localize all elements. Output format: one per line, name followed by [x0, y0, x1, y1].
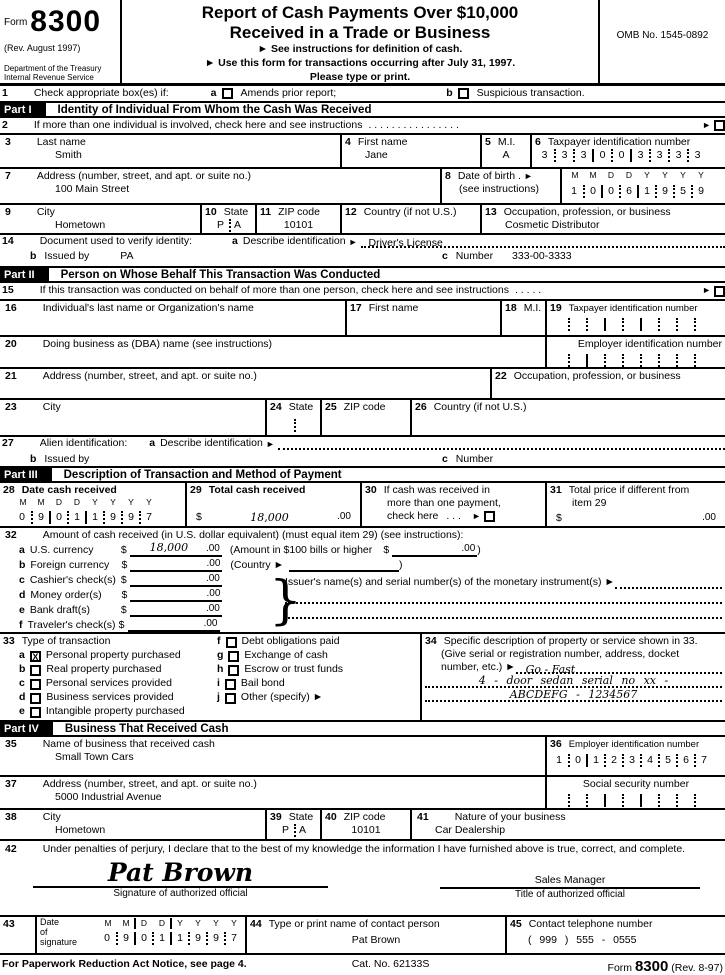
row-address-part2: [0, 369, 725, 400]
arrow-icon: ►: [702, 119, 711, 130]
line43-label1: Date: [40, 917, 60, 927]
line14b-letter: b: [30, 250, 37, 263]
dollar-sign: $: [120, 604, 127, 616]
line33a-letter: a: [19, 649, 25, 662]
line15-dot-leader: . . . . .: [514, 284, 542, 297]
row-transaction-type: [0, 634, 725, 722]
row-city-individual: [0, 205, 725, 235]
line36-label: Employer identification number: [568, 739, 700, 750]
line32b-extra: (Country ►: [230, 559, 284, 571]
dept-irs: Internal Revenue Service: [4, 73, 94, 83]
line3-num: 3: [5, 136, 11, 148]
line32a-letter: a: [19, 544, 25, 556]
dollar-sign: $: [120, 544, 127, 556]
line13-label: Occupation, profession, or business: [503, 206, 671, 218]
checkbox-other-specify[interactable]: [225, 693, 236, 704]
dollar-sign: $: [556, 512, 562, 525]
line30-label1: If cash was received in: [383, 484, 490, 496]
field-issuer-serial-1[interactable]: [615, 578, 722, 589]
arrow-icon: ►: [348, 236, 358, 247]
checkbox-exchange-of-cash[interactable]: [228, 651, 239, 662]
checkbox-amends-prior-report[interactable]: [222, 88, 233, 99]
row-business-name: [0, 737, 725, 777]
line43-num: 43: [3, 918, 15, 930]
line32-issuer-label: Issuer's name(s) and serial number(s) of the monetary instrument(s) ►: [285, 576, 615, 588]
line43-label2: of: [40, 926, 48, 937]
line20-label: Doing business as (DBA) name (see instructions): [42, 338, 273, 350]
line27c-letter: c: [442, 453, 448, 466]
line34-label3: number, etc.) ►: [441, 661, 516, 674]
field-contact-phone[interactable]: ( 999 ) 555 - 0555: [528, 934, 637, 947]
line29-cents: .00: [337, 511, 351, 523]
form-footer: [0, 955, 725, 975]
line33e-letter: e: [19, 705, 25, 718]
line43-label3: signature: [40, 936, 78, 947]
line36-num: 36: [550, 738, 562, 750]
state-boxes-business[interactable]: P A: [270, 824, 317, 837]
line11-num: 11: [260, 206, 272, 218]
line37-ssn-label: Social security number: [582, 778, 690, 790]
line26-label: Country (if not U.S.): [433, 401, 527, 413]
row-business-city: [0, 810, 725, 841]
line45-label: Contact telephone number: [528, 918, 653, 930]
footer-form-id: Form 8300 (Rev. 8-97): [607, 958, 723, 975]
line28-label: Date cash received: [21, 484, 117, 496]
line27-label: Alien identification:: [39, 437, 128, 449]
line33g-label: Exchange of cash: [244, 649, 328, 662]
field-first-name[interactable]: Jane: [365, 149, 388, 162]
row-line27: [0, 437, 725, 468]
ein-boxes-part2[interactable]: [550, 354, 722, 367]
form-title-block: [120, 0, 600, 83]
line39-num: 39: [270, 811, 282, 823]
line33e-label: Intangible property purchased: [45, 705, 185, 718]
dollar-sign: $: [121, 559, 128, 571]
declaration-text: Under penalties of perjury, I declare that to the best of my knowledge the information I have furnished above is true, correct, and complete.: [42, 843, 686, 855]
dob-header: M M D D Y Y Y Y: [571, 170, 704, 180]
line10-num: 10: [205, 206, 217, 218]
field-address[interactable]: 100 Main Street: [55, 183, 130, 196]
line33b-letter: b: [19, 663, 26, 676]
form-title-line2: Received in a Trade or Business: [229, 22, 491, 42]
line13-num: 13: [485, 206, 497, 218]
part2-tag: Part II: [0, 268, 49, 281]
row-line14: [0, 235, 725, 268]
line34-label1: Specific description of property or service shown in 33.: [443, 635, 698, 647]
row-name: [0, 135, 725, 169]
form-id-block: [0, 0, 120, 83]
row-declaration: [0, 841, 725, 917]
brace-icon: }: [269, 571, 303, 632]
line44-num: 44: [250, 918, 262, 930]
line16-num: 16: [5, 302, 17, 314]
field-total-cash-received[interactable]: 18,000: [250, 511, 289, 525]
line22-label: Occupation, profession, or business: [513, 370, 681, 382]
line32a-extra: (Amount in $100 bills or higher: [229, 544, 373, 556]
checkbox-debt-obligations-paid[interactable]: [226, 637, 237, 648]
line32-label: Amount of cash received (in U.S. dollar equivalent) (must equal item 29) (see instructions):: [42, 529, 464, 541]
line20-ein-label: Employer identification number: [577, 338, 722, 350]
line23-label: City: [42, 401, 61, 413]
line33d-letter: d: [19, 691, 26, 704]
part4-title: Business That Received Cash: [64, 723, 229, 735]
line6-label: Taxpayer identification number: [547, 136, 691, 148]
line41-num: 41: [417, 811, 429, 823]
field-100-bills-amount[interactable]: .00: [392, 543, 477, 558]
field-city[interactable]: Hometown: [55, 219, 106, 232]
line1b-label: Suspicious transaction.: [476, 86, 585, 99]
line1b-letter: b: [446, 86, 453, 99]
line12-num: 12: [345, 206, 357, 218]
line1-label: Check appropriate box(es) if:: [33, 86, 169, 99]
line14b-label: Issued by: [44, 250, 90, 263]
part3-title: Description of Transaction and Method of Payment: [63, 469, 342, 481]
field-business-city[interactable]: Hometown: [55, 824, 106, 837]
line5-label: M.I.: [497, 136, 516, 148]
date-cash-received-boxes[interactable]: 0 9 0 1 1 9 9 7: [13, 511, 182, 524]
line27a-label: Describe identification: [160, 437, 263, 449]
omb-number: OMB No. 1545-0892: [616, 30, 709, 41]
line25-num: 25: [325, 401, 337, 413]
line32b-letter: b: [19, 559, 26, 571]
field-business-zip[interactable]: 10101: [351, 824, 381, 837]
line14c-letter: c: [442, 250, 448, 263]
line14c-label: Number: [455, 250, 494, 263]
line5-num: 5: [485, 136, 491, 148]
line11-label: ZIP code: [278, 206, 320, 218]
line33j-letter: j: [217, 691, 220, 704]
checkbox-real-property-purchased[interactable]: [30, 665, 41, 676]
line37-label: Address (number, street, and apt. or suite no.): [42, 778, 257, 790]
arrow-icon: ►: [523, 171, 533, 181]
line33f-letter: f: [217, 635, 221, 648]
line2-label: If more than one individual is involved, check here and see instructions: [33, 118, 363, 131]
line33h-letter: h: [217, 663, 224, 676]
line33-num: 33: [3, 635, 15, 648]
part1-tag: Part I: [0, 103, 46, 116]
line6-num: 6: [535, 136, 541, 148]
line32f-label: Traveler's check(s): [27, 619, 116, 631]
line33i-letter: i: [217, 677, 220, 690]
signature-label: Signature of authorized official: [113, 888, 248, 900]
part1-bar: [0, 103, 725, 118]
checkbox-personal-property-purchased[interactable]: X: [30, 651, 41, 662]
line4-label: First name: [357, 136, 408, 148]
field-business-address[interactable]: 5000 Industrial Avenue: [55, 791, 162, 804]
line34-label2: (Give serial or registration number, address, docket: [441, 648, 680, 661]
state-boxes-part2[interactable]: [270, 419, 317, 432]
line32b-label: Foreign currency: [30, 559, 110, 571]
line32-num: 32: [5, 529, 17, 541]
line30-label3: check here: [387, 510, 439, 523]
line30-num: 30: [365, 484, 377, 496]
line32e-letter: e: [19, 604, 25, 616]
field-foreign-currency[interactable]: .00: [130, 558, 222, 573]
dollar-sign: $: [121, 589, 128, 601]
catalog-number: Cat. No. 62133S: [351, 958, 430, 970]
line24-label: State: [288, 401, 314, 413]
part4-tag: Part IV: [0, 722, 53, 735]
field-last-name[interactable]: Smith: [55, 149, 82, 162]
field-middle-initial[interactable]: A: [502, 149, 510, 162]
checkbox-behalf-more-than-one[interactable]: [714, 286, 725, 297]
line33g-letter: g: [217, 649, 224, 662]
field-money-orders[interactable]: .00: [130, 588, 222, 603]
line24-num: 24: [270, 401, 282, 413]
line20-num: 20: [5, 338, 17, 350]
line18-num: 18: [505, 302, 517, 314]
line8-num: 8: [445, 170, 451, 182]
line33j-label: Other (specify) ►: [240, 691, 324, 704]
field-nature-of-business[interactable]: Car Dealership: [435, 824, 506, 837]
line18-label: M.I.: [523, 302, 542, 314]
signature-date-header: M M D D Y Y Y Y: [104, 918, 237, 928]
line38-label: City: [42, 811, 61, 823]
line10-label: State: [223, 206, 249, 218]
field-issuer-serial-3[interactable]: [285, 604, 722, 619]
line33i-label: Bail bond: [240, 677, 285, 690]
row-line32: [0, 528, 725, 634]
line34-num: 34: [425, 635, 437, 647]
field-signature[interactable]: Pat Brown: [107, 858, 254, 888]
part2-title: Person on Whose Behalf This Transaction Was Conducted: [60, 269, 381, 281]
form-subtitle-1: ► See instructions for definition of cash.: [257, 43, 463, 56]
ssn-boxes-business[interactable]: [550, 794, 722, 807]
checkbox-bail-bond[interactable]: [225, 679, 236, 690]
line12-label: Country (if not U.S.): [363, 206, 457, 218]
line7-num: 7: [5, 170, 11, 182]
line16-label: Individual's last name or Organization's name: [42, 302, 254, 314]
title-label: Title of authorized official: [514, 889, 626, 901]
row-transaction-summary: [0, 483, 725, 528]
checkbox-multiple-payments[interactable]: [484, 511, 495, 522]
row-line1: [0, 86, 725, 103]
line27-num: 27: [2, 437, 14, 449]
form-title-line1: Report of Cash Payments Over $10,000: [201, 3, 519, 22]
checkbox-personal-services-provided[interactable]: [30, 679, 41, 690]
checkbox-suspicious-transaction[interactable]: [458, 88, 469, 99]
line23-num: 23: [5, 401, 17, 413]
line8-label: Date of birth .: [457, 170, 521, 182]
line28-num: 28: [3, 484, 15, 496]
line44-label: Type or print name of contact person: [268, 918, 440, 930]
ein-boxes-business[interactable]: 1 0 1 2 3 4 5 6 7: [550, 754, 722, 767]
arrow-icon: ►: [702, 285, 711, 296]
line33a-label: Personal property purchased: [45, 649, 181, 662]
form-subtitle-2: ► Use this form for transactions occurring after July 31, 1997.: [204, 57, 516, 70]
line14-num: 14: [2, 235, 14, 247]
line15-label: If this transaction was conducted on behalf of more than one person, check here and see instructions: [39, 284, 509, 297]
line35-num: 35: [5, 738, 17, 750]
line33-label: Type of transaction: [21, 635, 111, 648]
line32c-label: Cashier's check(s): [29, 574, 116, 586]
field-bank-drafts[interactable]: .00: [130, 603, 222, 618]
part4-bar: [0, 722, 725, 737]
field-description-line3[interactable]: ABCDEFG - 1234567: [425, 688, 722, 702]
dob-boxes[interactable]: 1 0 0 6 1 9 5 9: [565, 185, 722, 198]
line4-num: 4: [345, 136, 351, 148]
line2-num: 2: [2, 118, 8, 131]
field-description-line2[interactable]: 4 - door sedan serial no xx -: [425, 674, 722, 688]
line31-cents: .00: [702, 512, 716, 524]
part2-bar: [0, 268, 725, 283]
line27c-label: Number: [455, 453, 494, 466]
line41-label: Nature of your business: [454, 811, 566, 823]
field-issued-by[interactable]: PA: [120, 250, 134, 263]
row-signature-date: [0, 917, 725, 955]
arrow-icon: ►: [471, 511, 481, 522]
form-subtitle-3: Please type or print.: [309, 71, 411, 84]
line2-dot-leader: . . . . . . . . . . . . . . . .: [368, 118, 459, 131]
state-boxes-individual[interactable]: P A: [205, 219, 252, 232]
line33b-label: Real property purchased: [46, 663, 162, 676]
field-occupation[interactable]: Cosmetic Distributor: [505, 219, 600, 232]
dollar-sign: $: [196, 511, 202, 524]
line27b-label: Issued by: [44, 453, 90, 466]
field-us-currency[interactable]: 18,000 .00: [130, 541, 222, 557]
line32d-label: Money order(s): [30, 589, 102, 601]
line31-num: 31: [550, 484, 562, 496]
field-official-title[interactable]: Sales Manager: [534, 874, 606, 887]
line31-label1: Total price if different from: [568, 484, 690, 496]
line42-num: 42: [5, 843, 17, 855]
field-describe-identification[interactable]: Driver's License: [361, 237, 725, 248]
field-description-line1[interactable]: Go - Fast: [516, 663, 722, 674]
line21-label: Address (number, street, and apt. or suite no.): [42, 370, 257, 382]
row-name-part2: [0, 301, 725, 337]
dollar-sign: $: [118, 619, 125, 631]
line14-label: Document used to verify identity:: [39, 235, 193, 247]
checkbox-more-than-one-individual[interactable]: [714, 120, 725, 131]
date-cash-received-header: M M D D Y Y Y Y: [19, 497, 152, 508]
dollar-sign: $: [120, 574, 127, 586]
line32e-label: Bank draft(s): [29, 604, 90, 616]
row-dba: [0, 337, 725, 369]
line14a-label: Describe identification: [242, 235, 346, 247]
line14a-letter: a: [232, 235, 238, 247]
line27a-letter: a: [149, 437, 156, 449]
line31-label2: item 29: [572, 497, 607, 510]
line8-sublabel: (see instructions): [459, 183, 539, 196]
line9-label: City: [36, 206, 55, 218]
line40-label: ZIP code: [343, 811, 386, 823]
form-number: 8300: [30, 5, 102, 38]
line32f-letter: f: [19, 619, 23, 631]
checkbox-escrow-or-trust-funds[interactable]: [228, 665, 239, 676]
dept-treasury: Department of the Treasury: [4, 63, 102, 73]
signature-date-boxes[interactable]: 0 9 0 1 1 9 9 7: [98, 932, 242, 945]
line26-num: 26: [415, 401, 427, 413]
line19-num: 19: [550, 302, 562, 314]
row-business-address: [0, 777, 725, 810]
line1a-label: Amends prior report;: [240, 86, 337, 99]
line33c-letter: c: [19, 677, 25, 690]
dollar-sign: $: [383, 544, 390, 556]
form-word: Form: [4, 17, 28, 28]
row-city-part2: [0, 400, 725, 437]
line30-label2: more than one payment,: [387, 497, 501, 510]
line30-dot-leader: . . .: [446, 510, 461, 523]
line39-label: State: [288, 811, 314, 823]
part1-title: Identity of Individual From Whom the Cash Was Received: [57, 104, 372, 116]
line38-num: 38: [5, 811, 17, 823]
row-line15: [0, 283, 725, 301]
line22-num: 22: [495, 370, 507, 382]
tin-boxes-part2[interactable]: [550, 318, 722, 331]
row-line2: [0, 118, 725, 135]
field-cashiers-checks[interactable]: .00: [130, 573, 222, 588]
part3-bar: [0, 468, 725, 483]
line17-label: First name: [368, 302, 419, 314]
line1-num: 1: [2, 86, 8, 99]
line1a-letter: a: [210, 86, 217, 99]
field-issuer-serial-2[interactable]: [285, 589, 722, 604]
line33d-label: Business services provided: [46, 691, 174, 704]
tin-boxes-individual[interactable]: 3 3 3 0 0 3 3 3 3: [535, 149, 722, 162]
checkbox-business-services-provided[interactable]: [30, 693, 41, 704]
field-contact-person[interactable]: Pat Brown: [351, 934, 401, 947]
field-zip[interactable]: 10101: [283, 219, 314, 232]
arrow-icon: ►: [265, 438, 275, 449]
form-header: [0, 0, 725, 86]
line29-num: 29: [190, 484, 202, 496]
line9-num: 9: [5, 206, 11, 218]
line32a-close: ): [477, 544, 481, 556]
line37-num: 37: [5, 778, 17, 790]
field-alien-describe-id[interactable]: [278, 439, 725, 450]
line32b-close: ): [399, 559, 403, 571]
line15-num: 15: [2, 284, 14, 297]
line29-label: Total cash received: [208, 484, 306, 496]
line32d-letter: d: [19, 589, 26, 601]
line3-label: Last name: [36, 136, 86, 148]
line33f-label: Debt obligations paid: [241, 635, 340, 648]
line27b-letter: b: [30, 453, 37, 466]
checkbox-intangible-property-purchased[interactable]: [30, 707, 41, 718]
form-revision: (Rev. August 1997): [4, 42, 81, 53]
line32c-letter: c: [19, 574, 25, 586]
line19-label: Taxpayer identification number: [568, 303, 698, 314]
field-id-number[interactable]: 333-00-3333: [512, 250, 572, 263]
line32a-label: U.S. currency: [29, 544, 94, 556]
line33h-label: Escrow or trust funds: [244, 663, 344, 676]
line33c-label: Personal services provided: [45, 677, 172, 690]
line7-label: Address (number, street, and apt. or suite no.): [36, 170, 252, 182]
line21-num: 21: [5, 370, 17, 382]
row-address-dob: [0, 169, 725, 205]
line45-num: 45: [510, 918, 522, 930]
part3-tag: Part III: [0, 468, 52, 481]
line17-num: 17: [350, 302, 362, 314]
line25-label: ZIP code: [343, 401, 386, 413]
field-business-name[interactable]: Small Town Cars: [55, 751, 134, 764]
field-travelers-checks[interactable]: .00: [128, 618, 220, 633]
paperwork-notice: For Paperwork Reduction Act Notice, see page 4.: [2, 958, 247, 970]
line40-num: 40: [325, 811, 337, 823]
line35-label: Name of business that received cash: [42, 738, 215, 750]
